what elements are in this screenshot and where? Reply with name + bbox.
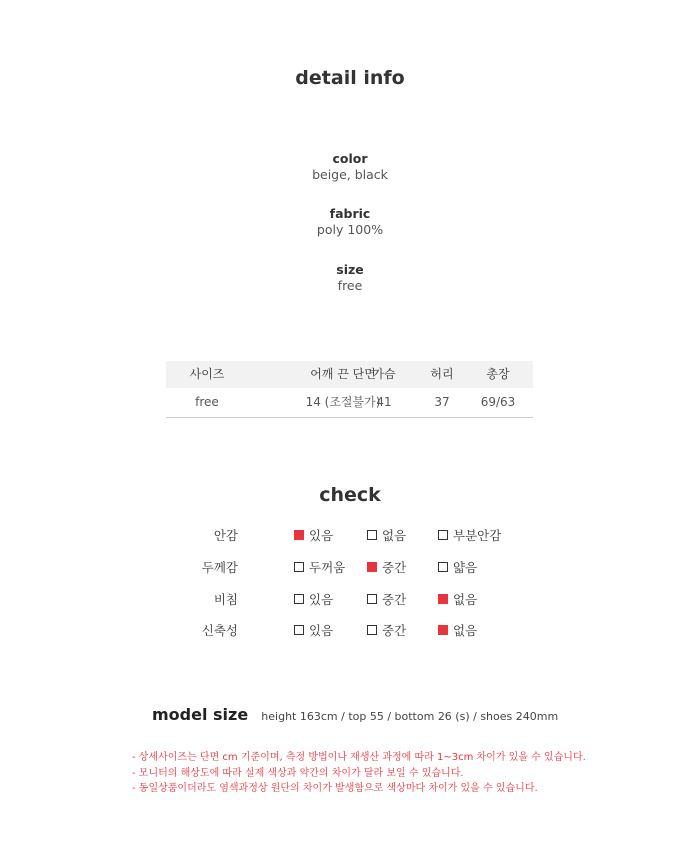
- header-cell: 허리: [430, 367, 454, 381]
- unchecked-box-icon: [367, 530, 377, 540]
- size-table: [166, 361, 533, 418]
- check-option-label: 중간: [382, 560, 407, 575]
- note-line: - 모니터의 해상도에 따라 실제 색상과 약간의 차이가 달라 보일 수 있습니다.: [132, 767, 464, 779]
- fabric-label: fabric: [329, 206, 371, 221]
- size-label: size: [336, 262, 364, 277]
- unchecked-box-icon: [294, 594, 304, 604]
- check-row-label: 안감: [213, 528, 238, 543]
- check-option-label: 있음: [309, 592, 334, 607]
- check-option: [438, 590, 477, 610]
- unchecked-box-icon: [438, 562, 448, 572]
- check-row: [0, 558, 700, 578]
- checked-box-icon: [294, 530, 304, 540]
- model-size-title: model size: [152, 705, 249, 724]
- check-option: [367, 590, 406, 610]
- fabric-value: poly 100%: [316, 222, 384, 237]
- check-option-label: 있음: [309, 528, 334, 543]
- notes: [132, 750, 592, 797]
- header-cell: 사이즈: [189, 367, 225, 381]
- check-option-label: 얇음: [453, 560, 478, 575]
- header-cell: 가슴: [372, 367, 396, 381]
- check-option-label: 중간: [382, 623, 407, 638]
- table-cell: 69/63: [480, 395, 516, 409]
- color-value: beige, black: [312, 167, 388, 182]
- checked-box-icon: [438, 594, 448, 604]
- check-title: check: [319, 484, 381, 506]
- check-option: [294, 526, 333, 546]
- unchecked-box-icon: [438, 530, 448, 540]
- model-size: [152, 705, 602, 727]
- check-option-label: 없음: [453, 592, 478, 607]
- check-option: [367, 526, 406, 546]
- check-option: [438, 526, 501, 546]
- detail-info-title: detail info: [295, 67, 405, 89]
- table-cell: 37: [434, 395, 450, 409]
- check-option: [438, 558, 477, 578]
- table-row: [166, 388, 533, 418]
- unchecked-box-icon: [294, 562, 304, 572]
- check-option-label: 부분안감: [453, 528, 502, 543]
- check-row: [0, 590, 700, 610]
- check-row: [0, 621, 700, 641]
- check-option: [294, 590, 333, 610]
- note-line: - 동일상품이더라도 염색과정상 원단의 차이가 발생함으로 색상마다 차이가 있을 수 있습니다.: [132, 783, 538, 794]
- check-option-label: 없음: [453, 623, 478, 638]
- header-cell: 어깨 끈 단면: [310, 367, 376, 381]
- check-row-label: 두께감: [201, 560, 238, 575]
- unchecked-box-icon: [367, 625, 377, 635]
- checked-box-icon: [438, 625, 448, 635]
- check-option: [367, 558, 406, 578]
- table-cell: free: [195, 395, 219, 409]
- checked-box-icon: [367, 562, 377, 572]
- unchecked-box-icon: [294, 625, 304, 635]
- check-option-label: 두꺼움: [309, 560, 346, 575]
- check-row-label: 신축성: [201, 623, 238, 638]
- check-option: [367, 621, 406, 641]
- table-cell: 14 (조절불가): [305, 395, 381, 409]
- check-option-label: 있음: [309, 623, 334, 638]
- table-cell: 41: [376, 395, 392, 409]
- check-option-label: 중간: [382, 592, 407, 607]
- check-row: [0, 526, 700, 546]
- check-row-label: 비침: [213, 592, 238, 607]
- check-option: [294, 558, 345, 578]
- note-line: - 상세사이즈는 단면 cm 기준이며, 측정 방법이나 재생산 과정에 따라 1~3cm 차이가 있을 수 있습니다.: [132, 752, 586, 763]
- check-option: [438, 621, 477, 641]
- check-option: [294, 621, 333, 641]
- size-value: free: [337, 278, 363, 293]
- unchecked-box-icon: [367, 594, 377, 604]
- check-option-label: 없음: [382, 528, 407, 543]
- color-label: color: [332, 151, 368, 166]
- size-table-header: [166, 361, 533, 388]
- model-size-info: height 163cm / top 55 / bottom 26 (s) / shoes 240mm: [261, 710, 559, 723]
- header-cell: 총장: [486, 367, 510, 381]
